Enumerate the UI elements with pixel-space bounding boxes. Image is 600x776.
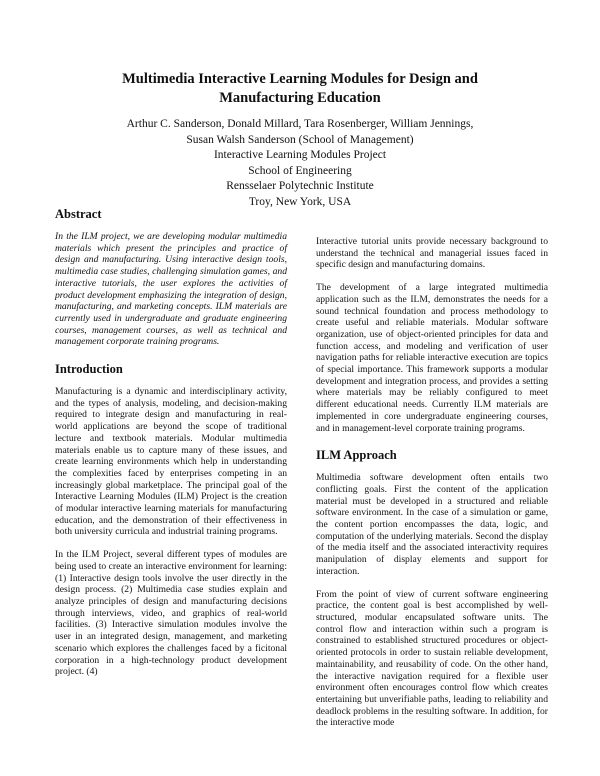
affiliation-line: School of Engineering xyxy=(248,164,352,177)
introduction-paragraph-3: Interactive tutorial units provide necessary background to understand the technical and managerial issues faced in specific design and manufacturing domains. xyxy=(316,236,548,271)
affiliation-line: Rensselaer Polytechnic Institute xyxy=(226,180,374,193)
affiliation-line: Troy, New York, USA xyxy=(248,195,352,208)
approach-heading: ILM Approach xyxy=(316,448,397,463)
introduction-heading: Introduction xyxy=(55,362,123,377)
affiliation-line: Interactive Learning Modules Project xyxy=(213,149,387,162)
author-line: Susan Walsh Sanderson (School of Management) xyxy=(186,133,414,146)
introduction-paragraph-4: The development of a large integrated multimedia application such as the ILM, demonstrates the needs for a sound technical foundation and process methodology to create useful and reliable materials. Modular software organization, use of object-oriented principles for data and function access, and modeling and verification of user navigation paths for reliable interactive execution are topics of special importance. This framework supports a modular development and integration process, and provides a setting where materials may be reliably configured to meet different educational needs. Currently ILM materials are implemented in core undergraduate engineering courses, and in management-level corporate training programs. xyxy=(316,282,548,434)
approach-paragraph-2: From the point of view of current software engineering practice, the content goal is best accomplished by well-structured, modular encapsulated software units. The control flow and interaction within such a program is constrained to established structured procedures or object-oriented protocols in order to sustain reliable development, maintainability, and reusability of code. On the other hand, the interactive navigation required for a flexible user environment often encourages control flow which creates entertaining but unverifiable paths, leading to reliability and deadlock problems in the resulting software. In addition, for the interactive mode xyxy=(316,588,548,729)
introduction-paragraph-1: Manufacturing is a dynamic and interdisciplinary activity, and the types of analysis, modeling, and decision-making required to integrate design and manufacturing in real-world applications are beyond the scope of traditional lecture and textbook materials. Modular multimedia materials enable us to capture many of these issues, and create learning environments which help in understanding the complexitiеs faced by enterprises competing in an increasingly global marketplace. The principal goal of the Interactive Learning Modules (ILM) Project is the creation of modular interactive learning materials for manufacturing education, and the demonstration of their effectiveness in both university curricula and industrial training programs. xyxy=(55,386,287,538)
right-column xyxy=(316,236,548,729)
paper-title-line-1: Multimedia Interactive Learning Modules for Design and xyxy=(122,71,478,87)
paper-title xyxy=(60,70,540,108)
abstract-heading: Abstract xyxy=(55,207,102,221)
left-column xyxy=(55,206,287,678)
paper-title-line-2: Manufacturing Education xyxy=(219,90,381,106)
approach-paragraph-1: Multimedia software development often entails two conflicting goals. First the content of the application material must be developed in a structured and reliable software environment. In the case of a simulation or game, the content portion encompasses the data, logic, and computation of the underlying materials. Second the display of the media itself and the associated interactivity requires manipulation of display elements and support for interaction. xyxy=(316,472,548,577)
introduction-paragraph-2: In the ILM Project, several different types of modules are being used to create an interactive environment for learning: (1) Interactive design tools involve the user directly in the design process. (2) Multimedia case studies explain and analyze principles of design and manufacturing decisions through interviews, video, and graphics of real-world facilities. (3) Interactive simulation modules involve the user in an integrated design, management, and marketing scenario which explores the challenges faced by a ficitonal corporation in a high-technology product development project. (4) xyxy=(55,549,287,678)
author-block xyxy=(60,117,540,211)
author-line: Arthur C. Sanderson, Donald Millard, Tara Rosenberger, William Jennings, xyxy=(126,118,474,130)
abstract-text: In the ILM project, we are developing modular multimedia materials which present the principles and practice of design and manufacturing. Using interactive design tools, multimedia case studies, challenging simulation games, and interactive tutorials, the user explores the activities of product development emphasizing the integration of design, manufacturing, and marketing concepts. ILM materials are currently used in undergraduate and graduate engineering courses, management courses, as well as technical and management corporate training programs. xyxy=(55,231,287,348)
